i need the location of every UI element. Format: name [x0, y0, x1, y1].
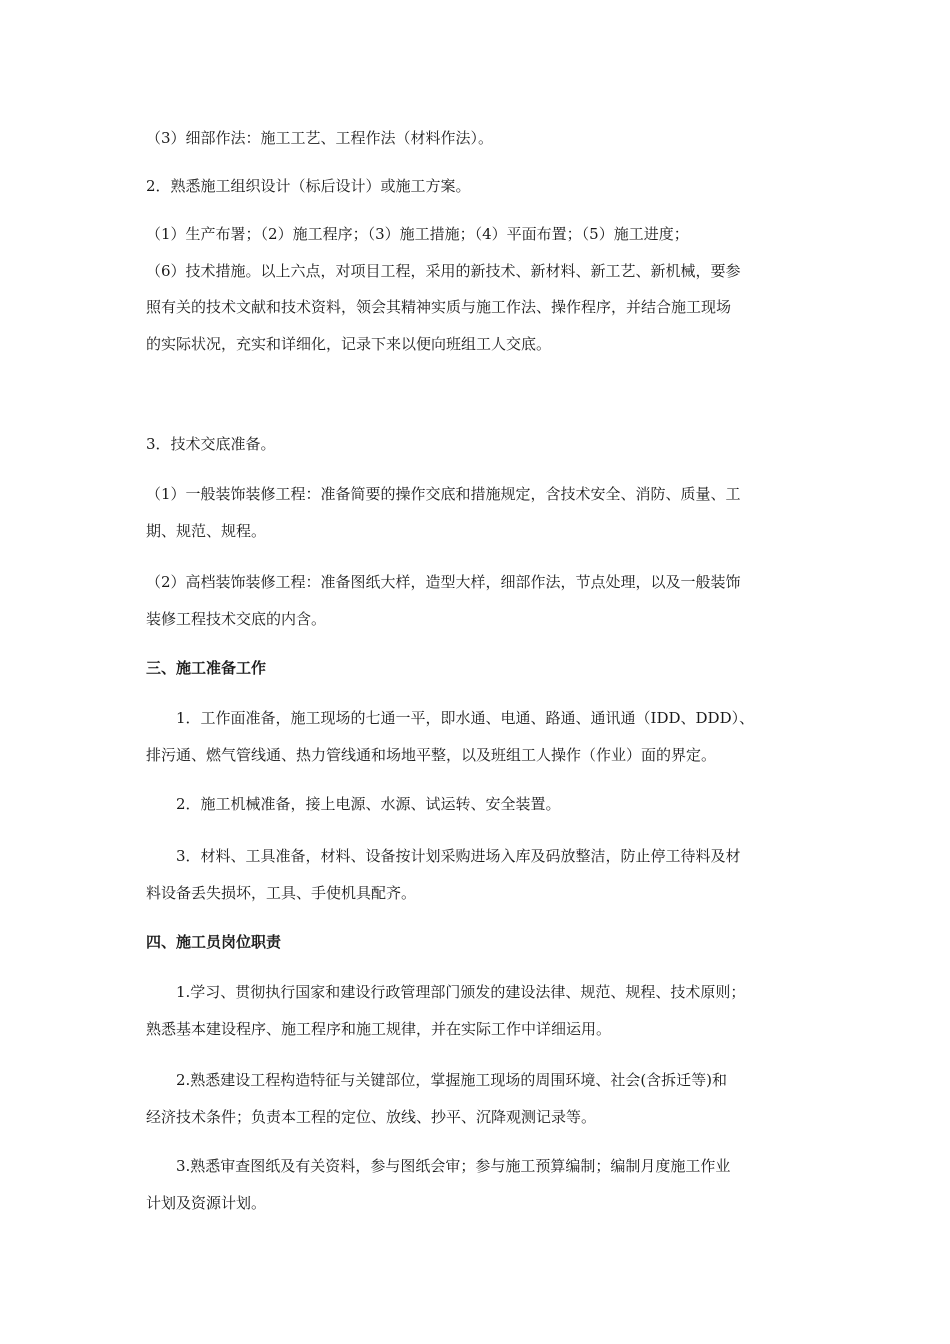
text-line: （2）高档装饰装修工程：准备图纸大样，造型大样，细部作法，节点处理，以及一般装饰 [146, 573, 741, 591]
text-line: 熟悉基本建设程序、施工程序和施工规律，并在实际工作中详细运用。 [146, 1019, 612, 1038]
paragraph-general-decoration [146, 476, 816, 549]
paragraph-machinery-prep [146, 786, 816, 823]
text-line: 经济技术条件；负责本工程的定位、放线、抄平、沉降观测记录等。 [146, 1107, 597, 1126]
heading-text: 四、施工员岗位职责 [146, 933, 282, 951]
text-line: 的实际状况，充实和详细化，记录下来以便向班组工人交底。 [146, 334, 552, 353]
section-heading-preparation [146, 650, 816, 687]
paragraph-detail-method [146, 120, 816, 157]
text-line: 计划及资源计划。 [146, 1193, 267, 1212]
paragraph-construction-design [146, 168, 816, 205]
paragraph-materials-prep [146, 838, 816, 911]
paragraph-high-end-decoration [146, 564, 816, 637]
text-line: 期、规范、规程。 [146, 521, 267, 540]
text-line: 2．熟悉施工组织设计（标后设计）或施工方案。 [146, 177, 471, 195]
text-line: 排污通、燃气管线通、热力管线通和场地平整，以及班组工人操作（作业）面的界定。 [146, 745, 717, 764]
paragraph-duty-2 [146, 1062, 816, 1135]
text-line: 2.熟悉建设工程构造特征与关键部位，掌握施工现场的周围环境、社会(含拆迁等)和 [176, 1071, 728, 1089]
text-line: 2．施工机械准备，接上电源、水源、试运转、安全装置。 [176, 795, 561, 813]
paragraph-workface-prep [146, 700, 816, 773]
text-line: 1.学习、贯彻执行国家和建设行政管理部门颁发的建设法律、规范、规程、技术原则； [176, 983, 746, 1001]
section-heading-responsibilities [146, 924, 816, 961]
heading-text: 三、施工准备工作 [146, 659, 267, 677]
paragraph-duty-3 [146, 1148, 816, 1221]
text-line: 照有关的技术文献和技术资料，领会其精神实质与施工作法、操作程序，并结合施工现场 [146, 298, 732, 316]
text-line: （1）一般装饰装修工程：准备简要的操作交底和措施规定，含技术安全、消防、质量、工 [146, 485, 741, 503]
text-line: 3．材料、工具准备，材料、设备按计划采购进场入库及码放整洁，防止停工待料及材 [176, 847, 741, 865]
paragraph-six-points [146, 216, 816, 362]
text-line: （6）技术措施。以上六点，对项目工程，采用的新技术、新材料、新工艺、新机械，要参 [146, 261, 741, 280]
text-line: 1．工作面准备，施工现场的七通一平，即水通、电通、路通、通讯通（IDD、DDD）、 [176, 709, 755, 727]
text-line: 料设备丢失损坏，工具、手使机具配齐。 [146, 883, 417, 902]
text-line: 3．技术交底准备。 [146, 435, 276, 453]
text-line: （3）细部作法：施工工艺、工程作法（材料作法）。 [146, 129, 494, 147]
paragraph-technical-briefing [146, 426, 816, 463]
text-line: （1）生产布署；（2）施工程序；（3）施工措施；（4）平面布置；（5）施工进度； [146, 225, 689, 243]
paragraph-duty-1 [146, 974, 816, 1047]
text-line: 3.熟悉审查图纸及有关资料，参与图纸会审；参与施工预算编制；编制月度施工作业 [176, 1157, 731, 1175]
text-line: 装修工程技术交底的内含。 [146, 609, 327, 628]
